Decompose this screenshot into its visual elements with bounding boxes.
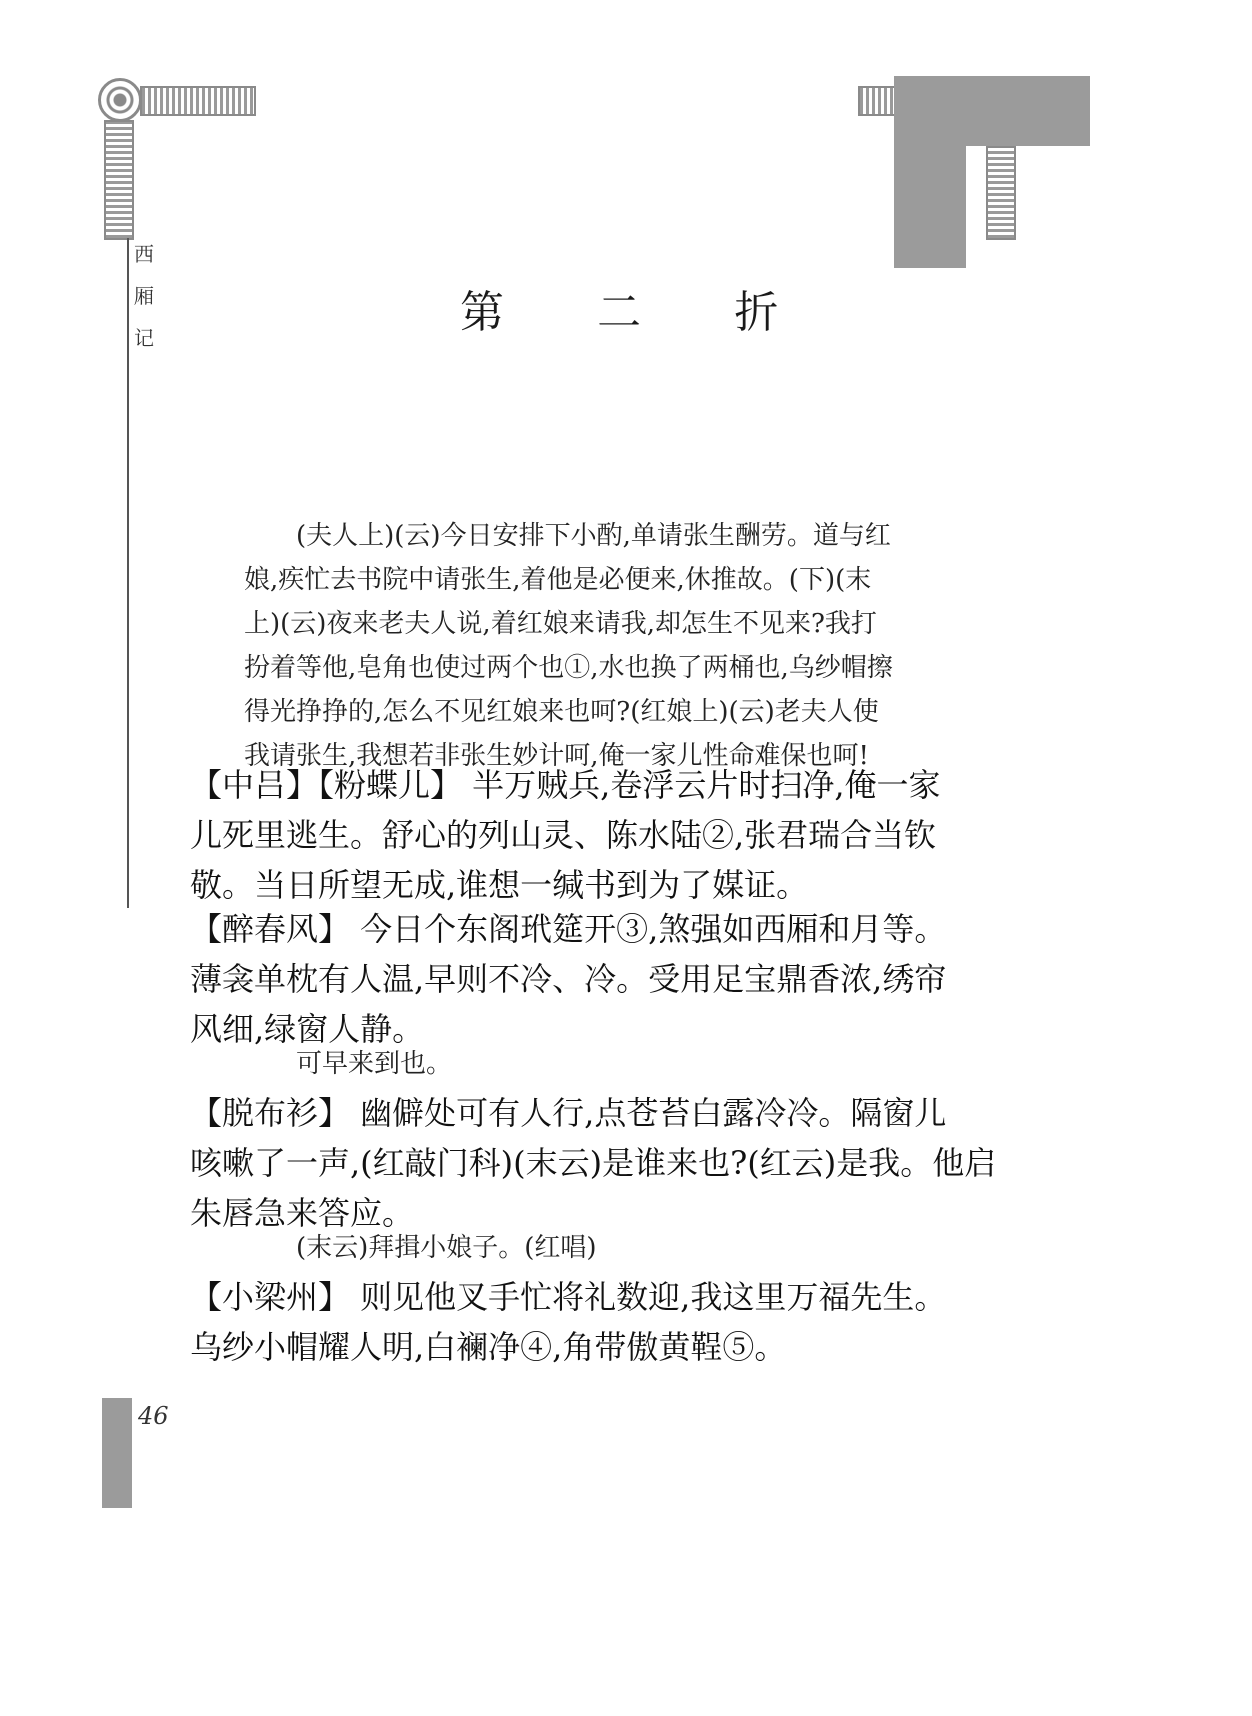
- text-line: (夫人上)(云)今日安排下小酌,单请张生酬劳。道与红: [296, 521, 891, 551]
- text-line: 儿死里逃生。舒心的列山灵、陈水陆②,张君瑞合当钦: [190, 816, 937, 854]
- song-xiaoliangzhou: [190, 1272, 947, 1372]
- page-number: 46: [138, 1402, 169, 1430]
- ornament-corner-icon: [98, 78, 142, 122]
- page-tab: [102, 1398, 132, 1508]
- ornament-border-left: [104, 120, 134, 240]
- text-line: 娘,疾忙去书院中请张生,着他是必便来,休推故。(下)(末: [244, 565, 872, 595]
- stage-note: 可早来到也。: [296, 1049, 453, 1079]
- stage-note: (末云)拜揖小娘子。(红唱): [296, 1233, 597, 1263]
- stage-intro: [244, 514, 934, 778]
- margin-rule: [127, 238, 129, 908]
- ornament-border-top-right: [858, 86, 898, 116]
- text-line: 得光挣挣的,怎么不见红娘来也呵?(红娘上)(云)老夫人使: [244, 697, 879, 727]
- ornament-border-right: [986, 146, 1016, 240]
- text-line: 敬。当日所望无成,谁想一缄书到为了媒证。: [190, 866, 809, 904]
- corner-gray-block-vertical: [894, 146, 966, 268]
- text-line: 乌纱小帽耀人明,白襕净④,角带傲黄鞓⑤。: [190, 1328, 787, 1366]
- chapter-title: 第 二 折: [460, 287, 818, 338]
- text-line: 【醉春风】 今日个东阁玳筵开③,煞强如西厢和月等。: [190, 910, 947, 948]
- running-head: [134, 244, 156, 348]
- text-line: 【脱布衫】 幽僻处可有人行,点苍苔白露冷冷。隔窗儿: [190, 1094, 947, 1132]
- song-fendie: [190, 760, 940, 910]
- text-line: 薄衾单枕有人温,早则不冷、冷。受用足宝鼎香浓,绣帘: [190, 960, 947, 998]
- running-head-char: 厢: [134, 284, 154, 308]
- text-line: 【中吕】【粉蝶儿】 半万贼兵,卷浮云片时扫净,俺一家: [190, 766, 941, 804]
- song-tuobushan: [190, 1088, 997, 1238]
- text-line: 上)(云)夜来老夫人说,着红娘来请我,却怎生不见来?我打: [244, 609, 877, 639]
- text-line: 【小梁州】 则见他叉手忙将礼数迎,我这里万福先生。: [190, 1278, 947, 1316]
- running-head-char: 西: [134, 242, 154, 266]
- corner-gray-block: [894, 76, 1090, 146]
- text-line: 风细,绿窗人静。: [190, 1010, 425, 1048]
- text-line: 朱唇急来答应。: [190, 1194, 415, 1232]
- ornament-border-top-left: [140, 86, 256, 116]
- text-line: 咳嗽了一声,(红敲门科)(末云)是谁来也?(红云)是我。他启: [190, 1144, 997, 1182]
- song-zuichunfeng: [190, 904, 947, 1054]
- text-line: 扮着等他,皂角也使过两个也①,水也换了两桶也,乌纱帽擦: [244, 653, 893, 683]
- text-line: 我请张生,我想若非张生妙计呵,俺一家儿性命难保也呵!: [244, 741, 869, 771]
- running-head-char: 记: [134, 326, 154, 350]
